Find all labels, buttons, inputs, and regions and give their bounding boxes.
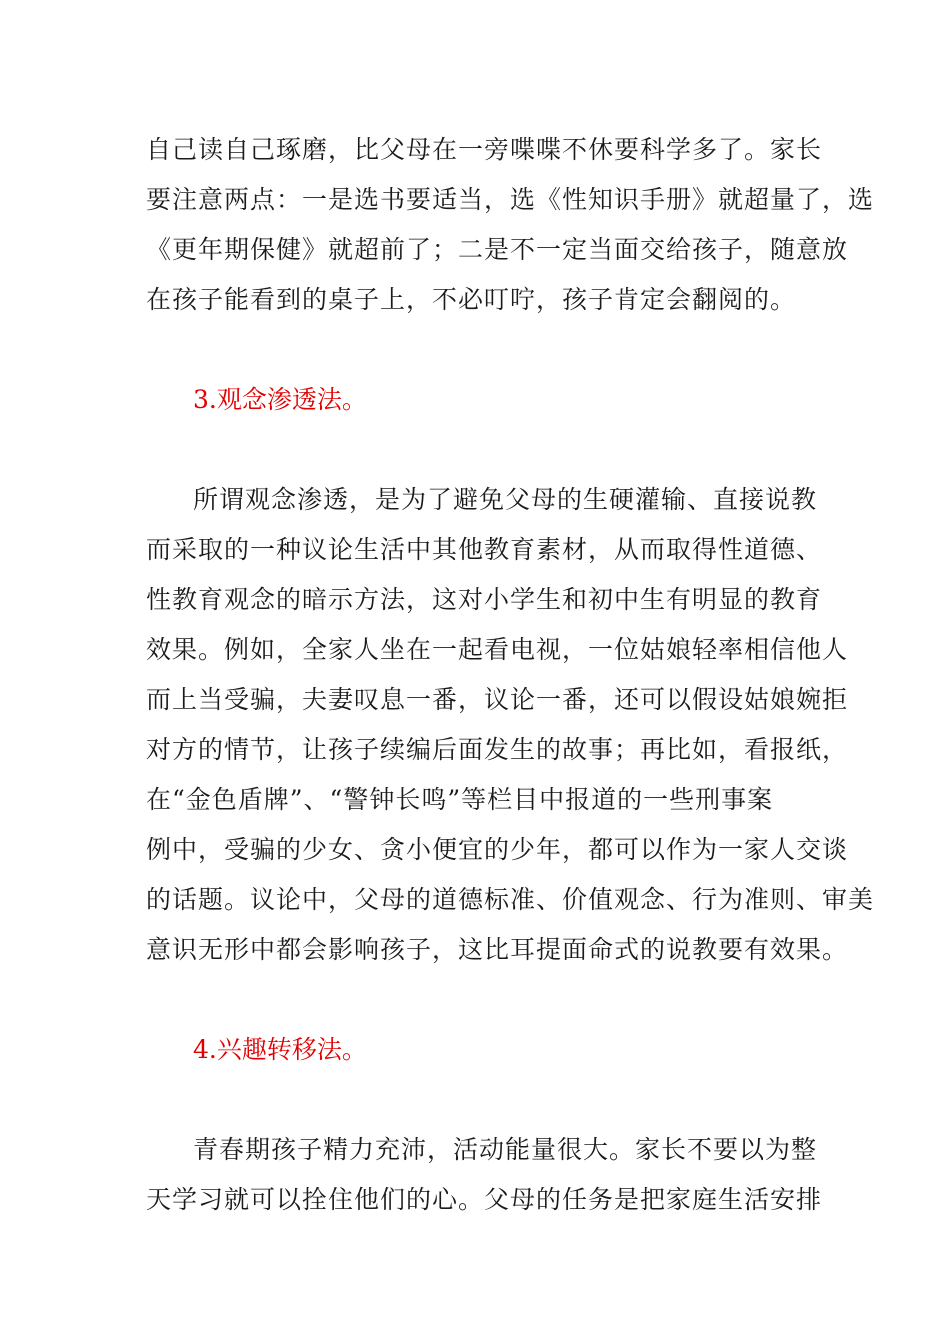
text-line: 意识无形中都会影响孩子，这比耳提面命式的说教要有效果。 [146,935,849,964]
text-line: 所谓观念渗透，是为了避免父母的生硬灌输、直接说教 [193,485,818,514]
text-line: 青春期孩子精力充沛，活动能量很大。家长不要以为整 [193,1135,818,1164]
text-line: 天学习就可以拴住他们的心。父母的任务是把家庭生活安排 [146,1185,823,1214]
text-line: 而上当受骗，夫妻叹息一番，议论一番，还可以假设姑娘婉拒 [146,685,849,714]
text-line: 而采取的一种议论生活中其他教育素材，从而取得性道德、 [146,535,823,564]
text-line: 《更年期保健》就超前了；二是不一定当面交给孩子，随意放 [146,235,849,264]
text-line: 在孩子能看到的桌子上，不必叮咛，孩子肯定会翻阅的。 [146,285,797,314]
text-line: 对方的情节，让孩子续编后面发生的故事；再比如，看报纸， [146,735,849,764]
text-line: 在“金色盾牌”、“警钟长鸣”等栏目中报道的一些刑事案 [146,785,774,814]
text-line: 效果。例如，全家人坐在一起看电视，一位姑娘轻率相信他人 [146,635,849,664]
text-line: 的话题。议论中，父母的道德标准、价值观念、行为准则、审美 [146,885,875,914]
section-heading-4: 4.兴趣转移法。 [193,1035,367,1064]
section-heading-3: 3.观念渗透法。 [193,385,367,414]
text-line: 要注意两点：一是选书要适当，选《性知识手册》就超量了，选 [146,185,875,214]
text-line: 例中，受骗的少女、贪小便宜的少年，都可以作为一家人交谈 [146,835,849,864]
text-line: 性教育观念的暗示方法，这对小学生和初中生有明显的教育 [146,585,823,614]
text-line: 自己读自己琢磨，比父母在一旁喋喋不休要科学多了。家长 [146,135,823,164]
